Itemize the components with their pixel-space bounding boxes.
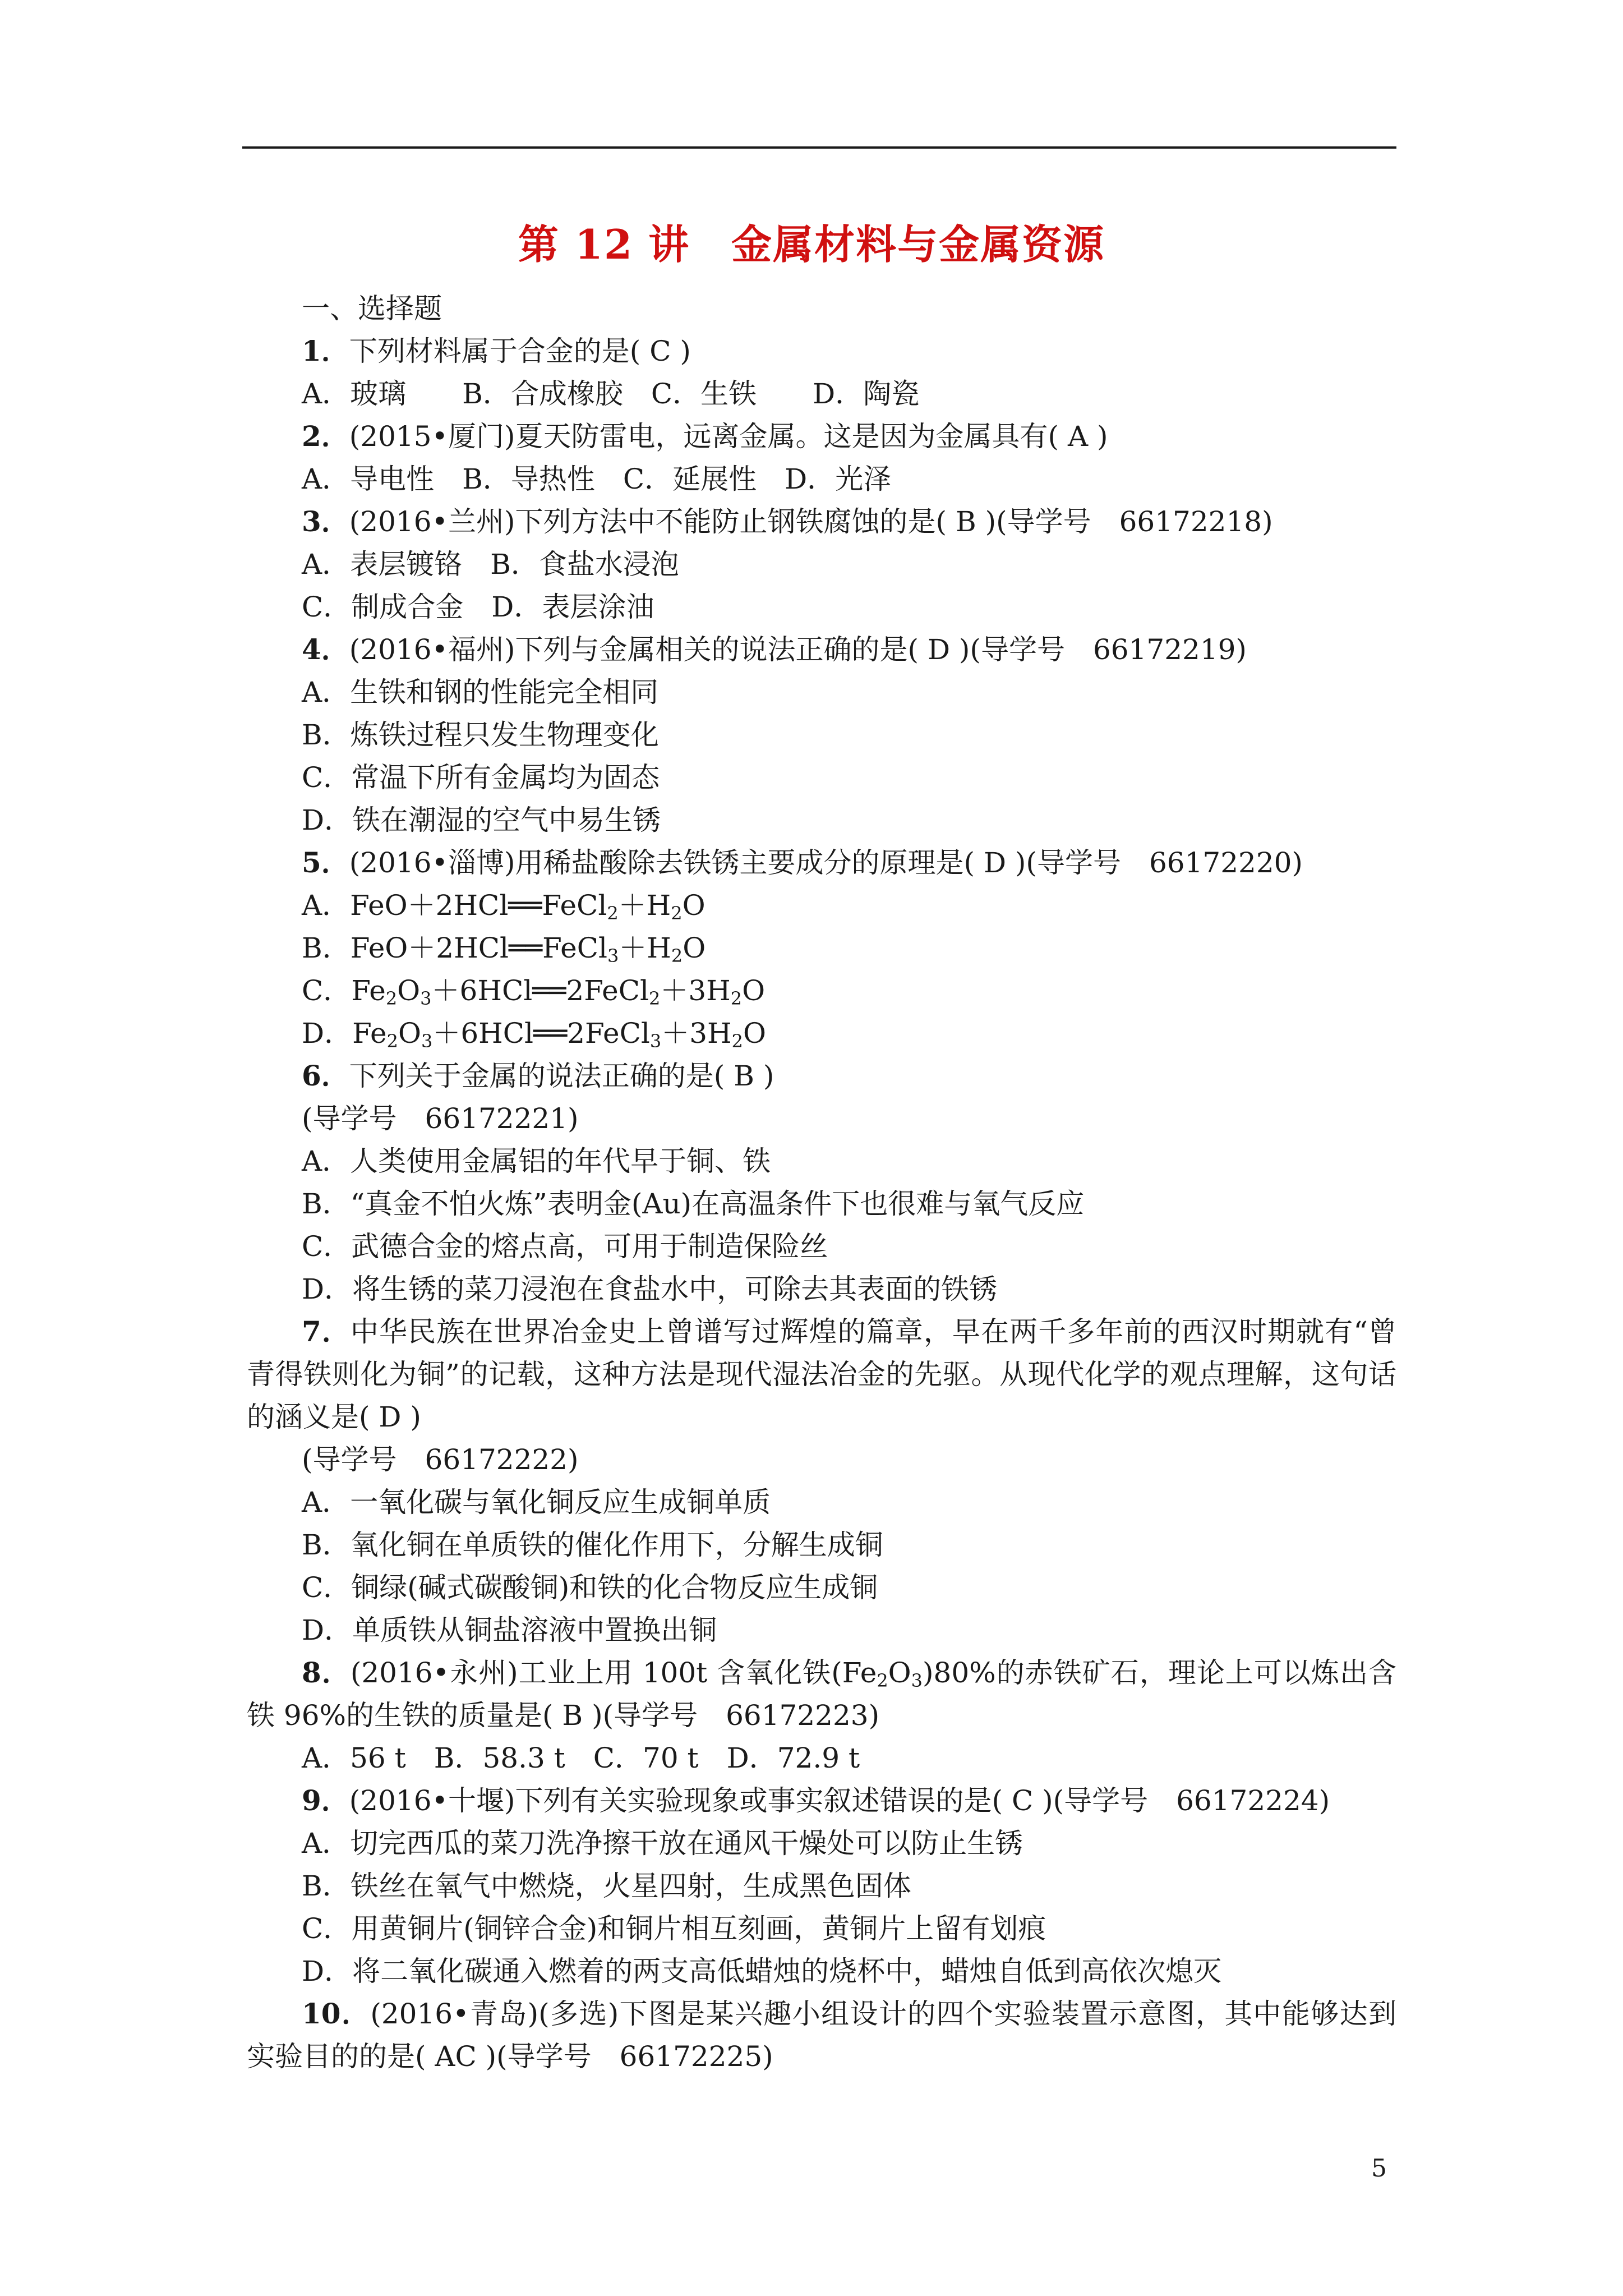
- question-number: 5．: [302, 846, 349, 879]
- question-number: 1．: [302, 334, 349, 367]
- question-text: 中华民族在世界冶金史上曾谱写过辉煌的篇章，早在两千多年前的西汉时期就有“曾青得铁则化为铜”的记载，这种方法是现代湿法冶金的先驱。从现代化学的观点理解，这句话的涵义是( D ): [247, 1315, 1396, 1433]
- question-4-stem: [247, 628, 1396, 671]
- header-rule: [242, 146, 1396, 149]
- question-text: (2015•厦门)夏天防雷电，远离金属。这是因为金属具有( A ): [349, 420, 1108, 453]
- question-1-options: A．玻璃 B．合成橡胶 C．生铁 D．陶瓷: [302, 378, 920, 410]
- question-6-option-a: A．人类使用金属铝的年代早于铜、铁: [302, 1145, 771, 1177]
- page-number: 5: [1371, 2154, 1387, 2183]
- question-5-option-d: D．$Fe_2O_3+6HCl══2FeCl_3+3H_2O$: [302, 1017, 766, 1052]
- question-1-stem: [247, 330, 1396, 372]
- question-5-option-b: B．$FeO+2HCl══FeCl_3+H_2O$: [302, 932, 706, 967]
- question-number: 7．: [302, 1315, 351, 1348]
- question-3-options-row-1: A．表层镀铬 B．食盐水浸泡: [302, 548, 679, 581]
- question-9-option-d: D．将二氧化碳通入燃着的两支高低蜡烛的烧杯中，蜡烛自低到高依次熄灭: [302, 1955, 1222, 1987]
- question-9-option-a: A．切完西瓜的菜刀洗净擦干放在通风干燥处可以防止生锈: [302, 1827, 1023, 1860]
- question-5-stem: [247, 841, 1396, 884]
- question-2-stem: [247, 415, 1396, 458]
- question-number: 10．: [302, 1997, 371, 2030]
- question-7-option-c: C．铜绿(碱式碳酸铜)和铁的化合物反应生成铜: [302, 1571, 878, 1604]
- question-9-option-c: C．用黄铜片(铜锌合金)和铜片相互刻画，黄铜片上留有划痕: [302, 1912, 1046, 1945]
- question-4-option-a: A．生铁和钢的性能完全相同: [302, 676, 659, 708]
- question-7-option-d: D．单质铁从铜盐溶液中置换出铜: [302, 1614, 717, 1646]
- question-5-option-a: A．$FeO+2HCl══FeCl_2+H_2O$: [302, 889, 706, 924]
- question-8-stem: 8．(2016•永州)工业上用 100t 含氧化铁$(Fe_2O_3)80\%$的赤铁矿石，理论上可以炼出含铁 96%的生铁的质量是( B )(导学号 66172223): [247, 1656, 1397, 1732]
- question-2-options: A．导电性 B．导热性 C．延展性 D．光泽: [302, 463, 892, 495]
- question-4-option-d: D．铁在潮湿的空气中易生锈: [302, 804, 661, 836]
- question-number: 8．: [302, 1656, 351, 1689]
- question-9-option-b: B．铁丝在氧气中燃烧，火星四射，生成黑色固体: [302, 1870, 911, 1902]
- section-heading: 一、选择题: [302, 292, 442, 325]
- question-number: 3．: [302, 505, 349, 538]
- question-text: 下列关于金属的说法正确的是( B ): [349, 1060, 774, 1092]
- question-text: (2016•福州)下列与金属相关的说法正确的是( D )(导学号 66172219): [349, 633, 1247, 666]
- question-3-options-row-2: C．制成合金 D．表层涂油: [302, 591, 654, 623]
- question-text: (2016•十堰)下列有关实验现象或事实叙述错误的是( C )(导学号 66172224): [349, 1784, 1330, 1817]
- question-9-stem: [247, 1779, 1396, 1822]
- question-4-option-b: B．炼铁过程只发生物理变化: [302, 719, 659, 751]
- question-text: 下列材料属于合金的是( C ): [349, 335, 691, 367]
- question-text: (2016•兰州)下列方法中不能防止钢铁腐蚀的是( B )(导学号 66172218): [349, 505, 1273, 538]
- question-10-stem: [247, 1993, 1396, 2078]
- question-number: 9．: [302, 1784, 349, 1817]
- question-list: [247, 287, 1396, 2078]
- question-7-option-a: A．一氧化碳与氧化铜反应生成铜单质: [302, 1486, 771, 1519]
- question-number: 2．: [302, 420, 349, 453]
- question-4-option-c: C．常温下所有金属均为固态: [302, 761, 660, 794]
- question-7-guide-number: (导学号 66172222): [302, 1443, 579, 1476]
- question-7-option-b: B．氧化铜在单质铁的催化作用下，分解生成铜: [302, 1529, 883, 1561]
- question-number: 4．: [302, 633, 349, 666]
- question-text: (2016•青岛)(多选)下图是某兴趣小组设计的四个实验装置示意图，其中能够达到实验目的的是( AC )(导学号 66172225): [247, 1998, 1396, 2073]
- question-7-stem: [247, 1310, 1396, 1438]
- page-title: 第 12 讲 金属材料与金属资源: [518, 220, 1105, 268]
- question-6-guide-number: (导学号 66172221): [302, 1102, 579, 1135]
- question-6-option-b: B．“真金不怕火炼”表明金(Au)在高温条件下也很难与氧气反应: [302, 1188, 1085, 1220]
- question-text: (2016•淄博)用稀盐酸除去铁锈主要成分的原理是( D )(导学号 66172220): [349, 846, 1303, 879]
- question-6-option-c: C．武德合金的熔点高，可用于制造保险丝: [302, 1230, 828, 1263]
- question-5-option-c: C．$Fe_2O_3+6HCl══2FeCl_2+3H_2O$: [302, 974, 766, 1009]
- question-6-stem: [247, 1055, 1396, 1097]
- question-6-option-d: D．将生锈的菜刀浸泡在食盐水中，可除去其表面的铁锈: [302, 1273, 998, 1305]
- question-8-options: A．56 t B．58.3 t C．70 t D．72.9 t: [302, 1742, 860, 1774]
- question-number: 6．: [302, 1059, 349, 1092]
- question-3-stem: [247, 500, 1396, 543]
